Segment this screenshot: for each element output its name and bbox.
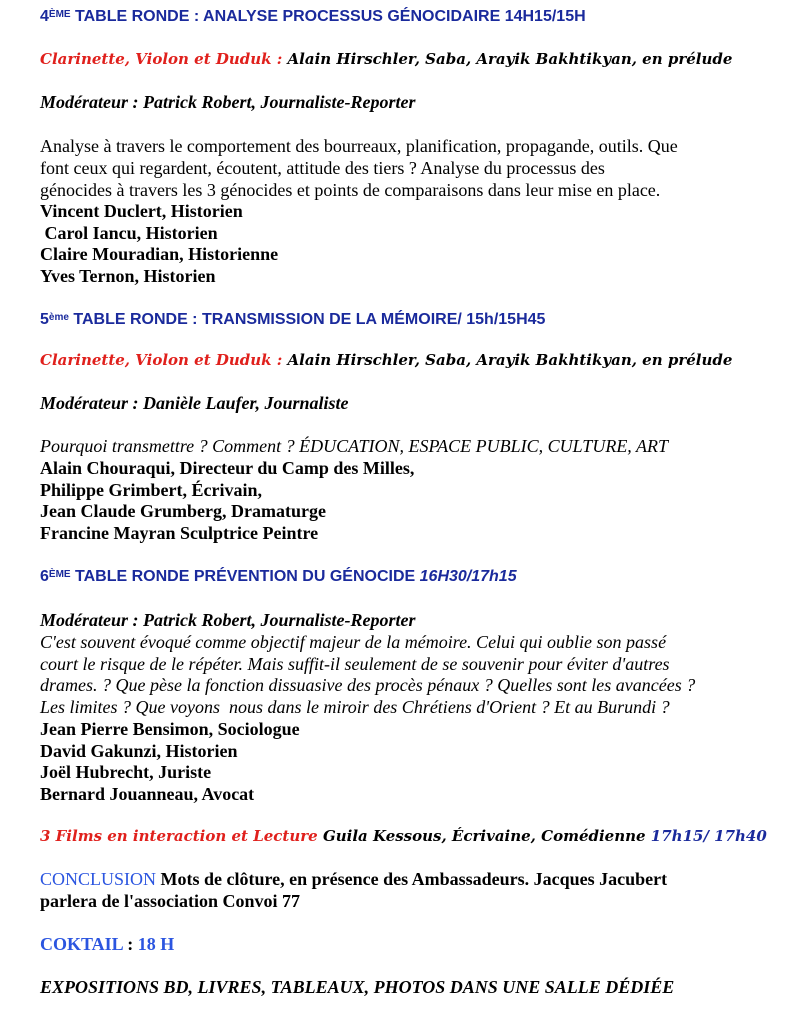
session6-moderator: Modérateur : Patrick Robert, Journaliste-Reporter: [40, 610, 416, 630]
session5-speaker: Jean Claude Grumberg, Dramaturge: [40, 501, 326, 521]
session6-speaker: Jean Pierre Bensimon, Sociologue: [40, 719, 300, 739]
session4-speaker: Carol Iancu, Historien: [40, 223, 218, 243]
session4-music: Clarinette, Violon et Duduk : Alain Hirschler, Saba, Arayik Bakhtikyan, en prélude: [40, 50, 733, 68]
session6-speaker: Joël Hubrecht, Juriste: [40, 762, 212, 782]
session4-speaker: Yves Ternon, Historien: [40, 266, 216, 286]
session6-desc-4: Les limites ? Que voyons nous dans le miroir des Chrétiens d'Orient ? Et au Burundi ?: [40, 697, 670, 717]
session5-moderator: Modérateur : Danièle Laufer, Journaliste: [40, 393, 349, 413]
session6-desc-2: court le risque de le répéter. Mais suffit-il seulement de se souvenir pour éviter d'autres: [40, 654, 670, 674]
expositions-line: EXPOSITIONS BD, LIVRES, TABLEAUX, PHOTOS DANS UNE SALLE DÉDIÉE: [40, 977, 675, 997]
session4-moderator: Modérateur : Patrick Robert, Journaliste-Reporter: [40, 92, 416, 112]
conclusion-line-1: CONCLUSION Mots de clôture, en présence des Ambassadeurs. Jacques Jacubert: [40, 869, 668, 889]
session5-music: Clarinette, Violon et Duduk : Alain Hirschler, Saba, Arayik Bakhtikyan, en prélude: [40, 351, 733, 369]
session6-speaker: David Gakunzi, Historien: [40, 741, 238, 761]
session5-speaker: Philippe Grimbert, Écrivain,: [40, 480, 262, 500]
coktail-line: COKTAIL : 18 H: [40, 934, 175, 954]
session6-desc-1: C'est souvent évoqué comme objectif majeur de la mémoire. Celui qui oublie son passé: [40, 632, 667, 652]
session6-desc-3: drames. ? Que pèse la fonction dissuasive des procès pénaux ? Quelles sont les avancées ?: [40, 675, 696, 695]
session4-desc-1: Analyse à travers le comportement des bourreaux, planification, propagande, outils. Que: [40, 136, 678, 156]
session5-speaker: Francine Mayran Sculptrice Peintre: [40, 523, 319, 543]
session4-desc-3: génocides à travers les 3 génocides et points de comparaisons dans leur mise en place.: [40, 180, 661, 200]
session6-title: 6ÈME TABLE RONDE PRÉVENTION DU GÉNOCIDE 16H30/17h15: [40, 568, 517, 585]
session4-title: 4ÈME TABLE RONDE : ANALYSE PROCESSUS GÉNOCIDAIRE 14H15/15H: [40, 8, 586, 25]
session6-speaker: Bernard Jouanneau, Avocat: [40, 784, 255, 804]
films-line: 3 Films en interaction et Lecture Guila Kessous, Écrivaine, Comédienne 17h15/ 17h40: [40, 827, 767, 845]
session5-desc: Pourquoi transmettre ? Comment ? ÉDUCATION, ESPACE PUBLIC, CULTURE, ART: [40, 436, 668, 456]
session4-desc-2: font ceux qui regardent, écoutent, attitude des tiers ? Analyse du processus des: [40, 158, 605, 178]
session5-speaker: Alain Chouraqui, Directeur du Camp des Milles,: [40, 458, 415, 478]
session4-speaker: Claire Mouradian, Historienne: [40, 244, 279, 264]
session4-speaker: Vincent Duclert, Historien: [40, 201, 243, 221]
session5-title: 5ème TABLE RONDE : TRANSMISSION DE LA MÉMOIRE/ 15h/15H45: [40, 311, 546, 328]
conclusion-line-2: parlera de l'association Convoi 77: [40, 891, 300, 911]
